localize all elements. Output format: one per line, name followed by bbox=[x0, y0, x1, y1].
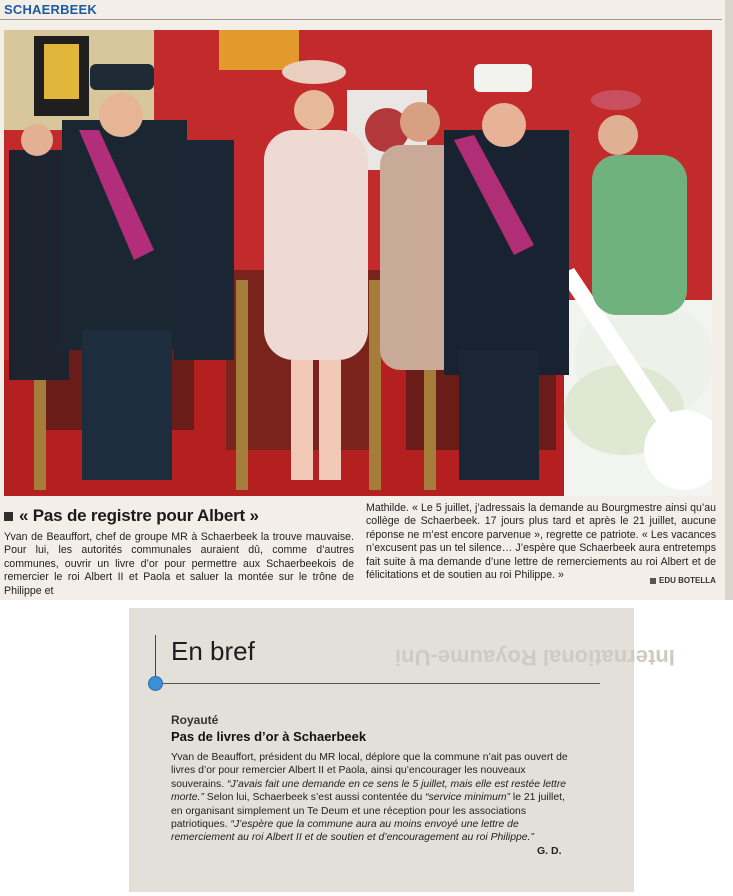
body-text-1: Yvan de Beauffort, président du MR local, déplore que la commune n’ait pas ouvert de livres d’or pour remercier Albert II et Paola, ainsi qu’encourager les nouveaux souverains. bbox=[171, 752, 568, 790]
headline-bullet-icon bbox=[4, 512, 13, 521]
scan-edge bbox=[725, 0, 733, 600]
photo-credit-text: EDU BOTELLA bbox=[659, 576, 716, 585]
article-column-2: Mathilde. « Le 5 juillet, j’adressais la demande au Bourgmestre ainsi qu’au collège de Schaerbeek. 17 jours plus tard et après le 21 juillet, aucune réponse ne m’est encore parvenue », regrette ce patriote. « Les vacances n’excusent pas un tel silence… J’espère que Schaerbeek aura entretemps fait suite à ma demande d’une lettre de remerciements au roi Albert et de félicitations et de soutien au roi Philippe. » bbox=[366, 502, 716, 582]
section-vertical-rule bbox=[155, 635, 156, 679]
body-text-2: Selon lui, Schaerbeek s’est aussi contentée du bbox=[203, 792, 426, 804]
photo-credit bbox=[650, 576, 716, 585]
section-title: En bref bbox=[171, 636, 255, 666]
credit-bullet-icon bbox=[650, 578, 656, 584]
quote-2: “service minimum” bbox=[425, 792, 511, 804]
body-text-3: le 21 juillet, en organisant simplement un Te Deum et une réception pour les associations patriotiques. bbox=[171, 792, 565, 831]
author-signature: G. D. bbox=[537, 845, 562, 857]
section-label: SCHAERBEEK bbox=[4, 2, 98, 17]
headline-row bbox=[4, 505, 354, 527]
article-column-1: Yvan de Beauffort, chef de groupe MR à Schaerbeek la trouve mauvaise. Pour lui, les autorités communales auraient dû, comme d’autres communes, ouvrir un livre d’or pour permettre aux Schaerbeekois de remercier le roi Albert II et Paola et saluer la montée sur le trône de Philippe et bbox=[4, 531, 354, 597]
article-rubric: Royauté bbox=[171, 713, 219, 727]
quote-1: “J’avais fait une demande en ce sens le 5 juillet, mais elle est restée lettre morte.” bbox=[171, 778, 567, 804]
article-title: Pas de livres d’or à Schaerbeek bbox=[171, 729, 367, 744]
article-body bbox=[171, 751, 571, 845]
section-divider bbox=[0, 19, 722, 20]
bullet-dot-icon bbox=[148, 676, 163, 691]
quote-3: “J’espère que la commune aura au moins envoyé une lettre de remerciement au roi Albert II et de soutien et d’encouragement au roi Philippe.” bbox=[171, 819, 534, 844]
bleed-through-text: International Royaume-Uni bbox=[395, 645, 675, 670]
article-headline: « Pas de registre pour Albert » bbox=[19, 506, 259, 525]
section-divider bbox=[155, 683, 600, 684]
royal-ceremony-photo bbox=[4, 30, 712, 496]
newspaper-clipping-en-bref bbox=[129, 608, 675, 892]
